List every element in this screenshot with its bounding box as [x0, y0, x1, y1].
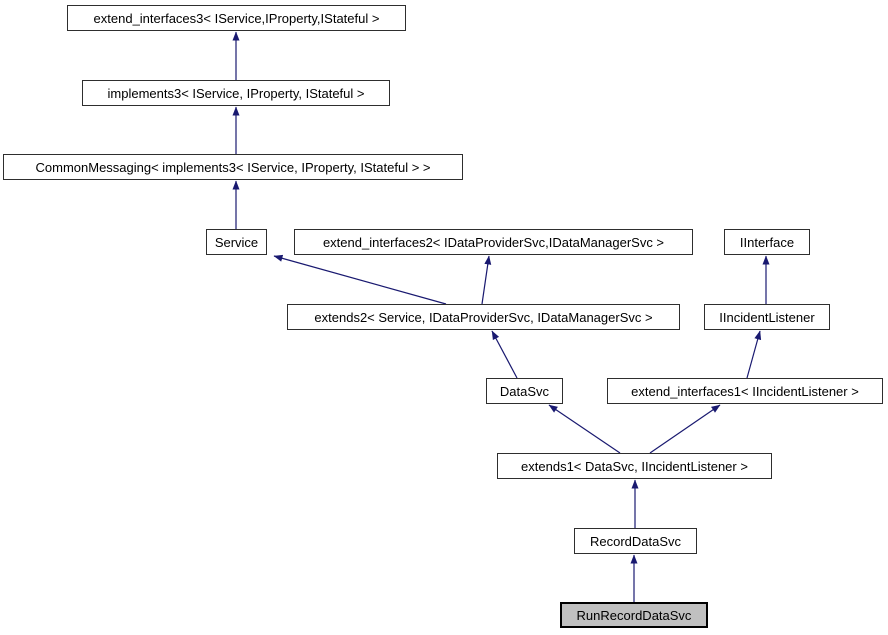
arrow-extends2-to-extend-interfaces2 [482, 256, 489, 304]
class-node-common-messaging[interactable]: CommonMessaging< implements3< IService, IProperty, IStateful > > [3, 154, 463, 180]
class-node-iinterface[interactable]: IInterface [724, 229, 810, 255]
arrow-extends2-to-service [274, 256, 446, 304]
class-node-record-data-svc[interactable]: RecordDataSvc [574, 528, 697, 554]
arrow-extends1-to-extend-interfaces1 [650, 405, 720, 453]
arrow-extend-interfaces1-to-iincident-listener [747, 331, 760, 378]
class-node-extend-interfaces1[interactable]: extend_interfaces1< IIncidentListener > [607, 378, 883, 404]
arrow-datasvc-to-extends2 [492, 331, 517, 378]
class-node-iincident-listener[interactable]: IIncidentListener [704, 304, 830, 330]
arrow-extends1-to-datasvc [549, 405, 620, 453]
class-node-extend-interfaces3[interactable]: extend_interfaces3< IService,IProperty,IStateful > [67, 5, 406, 31]
class-node-service[interactable]: Service [206, 229, 267, 255]
class-node-extends1[interactable]: extends1< DataSvc, IIncidentListener > [497, 453, 772, 479]
class-node-implements3[interactable]: implements3< IService, IProperty, IStateful > [82, 80, 390, 106]
class-node-datasvc[interactable]: DataSvc [486, 378, 563, 404]
class-node-extend-interfaces2[interactable]: extend_interfaces2< IDataProviderSvc,IDataManagerSvc > [294, 229, 693, 255]
class-node-extends2[interactable]: extends2< Service, IDataProviderSvc, IDataManagerSvc > [287, 304, 680, 330]
class-node-run-record-data-svc: RunRecordDataSvc [560, 602, 708, 628]
